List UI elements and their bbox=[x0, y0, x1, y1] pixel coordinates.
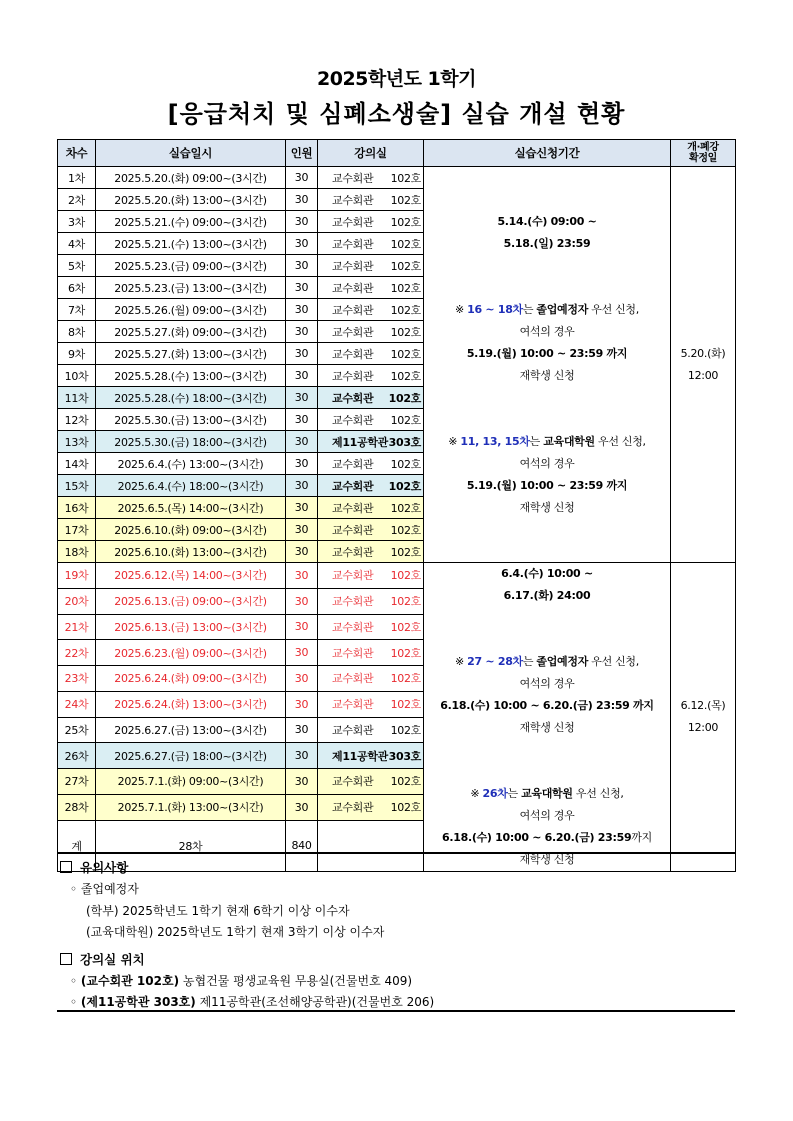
capacity-cell: 30 bbox=[286, 541, 318, 563]
datetime-cell: 2025.6.24.(화) 09:00~(3시간) bbox=[96, 666, 286, 692]
datetime-cell: 2025.5.23.(금) 13:00~(3시간) bbox=[96, 277, 286, 299]
datetime-cell: 2025.5.23.(금) 09:00~(3시간) bbox=[96, 255, 286, 277]
capacity-cell: 30 bbox=[286, 233, 318, 255]
header-confirm: 개·폐강 확정일 bbox=[671, 140, 736, 167]
round-cell: 1차 bbox=[58, 167, 96, 189]
room-cell: 교수회관 102호 bbox=[318, 588, 424, 614]
datetime-cell: 2025.6.23.(월) 09:00~(3시간) bbox=[96, 640, 286, 666]
datetime-cell: 2025.6.10.(화) 09:00~(3시간) bbox=[96, 519, 286, 541]
period-range-line-2: 5.18.(일) 23:59 bbox=[503, 236, 591, 250]
room-cell: 제11공학관 303호 bbox=[318, 431, 424, 453]
room-cell: 교수회관 102호 bbox=[318, 211, 424, 233]
datetime-cell: 2025.6.10.(화) 13:00~(3시간) bbox=[96, 541, 286, 563]
room-cell: 교수회관 102호 bbox=[318, 409, 424, 431]
round-cell: 25차 bbox=[58, 717, 96, 743]
capacity-cell: 30 bbox=[286, 769, 318, 795]
note-b-tail: 재학생 신청 bbox=[519, 500, 575, 514]
round-cell: 27차 bbox=[58, 769, 96, 795]
capacity-cell: 30 bbox=[286, 167, 318, 189]
datetime-cell: 2025.6.12.(목) 14:00~(3시간) bbox=[96, 563, 286, 589]
location-line-1: ◦ (교수회관 102호) 농협건물 평생교육원 무용실(건물번호 409) bbox=[70, 974, 413, 988]
round-cell: 20차 bbox=[58, 588, 96, 614]
room-cell: 교수회관 102호 bbox=[318, 277, 424, 299]
capacity-cell: 30 bbox=[286, 717, 318, 743]
room-cell: 교수회관 102호 bbox=[318, 519, 424, 541]
notes-line-3: (교육대학원) 2025학년도 1학기 현재 3학기 이상 이수자 bbox=[86, 925, 385, 939]
note-b: ※ 11, 13, 15차는 교육대학원 우선 신청, bbox=[448, 434, 646, 448]
note-b-remaining: 여석의 경우 bbox=[519, 809, 575, 822]
note-a: ※ 16 ~ 18차는 졸업예정자 우선 신청, bbox=[455, 302, 639, 316]
round-cell: 17차 bbox=[58, 519, 96, 541]
datetime-cell: 2025.5.30.(금) 18:00~(3시간) bbox=[96, 431, 286, 453]
header-period: 실습신청기간 bbox=[424, 140, 671, 167]
room-cell: 교수회관 102호 bbox=[318, 299, 424, 321]
header-datetime: 실습일시 bbox=[96, 140, 286, 167]
capacity-cell: 30 bbox=[286, 387, 318, 409]
note-a-tail: 재학생 신청 bbox=[519, 721, 575, 734]
capacity-cell: 30 bbox=[286, 475, 318, 497]
location-heading: 강의실 위치 bbox=[60, 950, 145, 968]
capacity-cell: 30 bbox=[286, 343, 318, 365]
round-cell: 13차 bbox=[58, 431, 96, 453]
room-cell: 교수회관 102호 bbox=[318, 453, 424, 475]
round-cell: 15차 bbox=[58, 475, 96, 497]
datetime-cell: 2025.6.27.(금) 18:00~(3시간) bbox=[96, 743, 286, 769]
room-cell: 교수회관 102호 bbox=[318, 541, 424, 563]
header-room: 강의실 bbox=[318, 140, 424, 167]
room-cell: 교수회관 102호 bbox=[318, 365, 424, 387]
header-round: 차수 bbox=[58, 140, 96, 167]
schedule-body bbox=[58, 167, 736, 872]
confirm-cell-2: 6.12.(목) 12:00 bbox=[671, 563, 736, 872]
notes-line-1: ◦ 졸업예정자 bbox=[70, 882, 139, 896]
capacity-cell: 30 bbox=[286, 794, 318, 820]
period-cell-period1 bbox=[424, 167, 671, 563]
round-cell: 19차 bbox=[58, 563, 96, 589]
note-a-range: 5.19.(월) 10:00 ~ 23:59 까지 bbox=[466, 346, 628, 360]
notes-bottom-rule bbox=[57, 1010, 735, 1012]
room-cell: 교수회관 102호 bbox=[318, 387, 424, 409]
notes-heading: 유의사항 bbox=[60, 858, 128, 876]
capacity-cell: 30 bbox=[286, 299, 318, 321]
datetime-cell: 2025.6.4.(수) 18:00~(3시간) bbox=[96, 475, 286, 497]
capacity-cell: 30 bbox=[286, 431, 318, 453]
capacity-cell: 30 bbox=[286, 497, 318, 519]
room-cell: 교수회관 102호 bbox=[318, 691, 424, 717]
room-cell: 교수회관 102호 bbox=[318, 189, 424, 211]
table-row bbox=[58, 167, 736, 189]
round-cell: 18차 bbox=[58, 541, 96, 563]
header-capacity: 인원 bbox=[286, 140, 318, 167]
datetime-cell: 2025.5.21.(수) 13:00~(3시간) bbox=[96, 233, 286, 255]
room-cell: 교수회관 102호 bbox=[318, 769, 424, 795]
datetime-cell: 2025.5.30.(금) 13:00~(3시간) bbox=[96, 409, 286, 431]
datetime-cell: 2025.7.1.(화) 09:00~(3시간) bbox=[96, 769, 286, 795]
round-cell: 16차 bbox=[58, 497, 96, 519]
round-cell: 12차 bbox=[58, 409, 96, 431]
capacity-cell: 30 bbox=[286, 189, 318, 211]
total-capacity: 840 bbox=[286, 820, 318, 872]
datetime-cell: 2025.5.20.(화) 09:00~(3시간) bbox=[96, 167, 286, 189]
note-b-range: 6.18.(수) 10:00 ~ 6.20.(금) 23:59까지 bbox=[442, 831, 652, 844]
capacity-cell: 30 bbox=[286, 365, 318, 387]
round-cell: 3차 bbox=[58, 211, 96, 233]
confirm-cell-1: 5.20.(화) 12:00 bbox=[671, 167, 736, 563]
period-range-line-1: 6.4.(수) 10:00 ~ bbox=[501, 567, 593, 580]
round-cell: 7차 bbox=[58, 299, 96, 321]
room-cell: 교수회관 102호 bbox=[318, 794, 424, 820]
title-line-2: [응급처치 및 심폐소생술] 실습 개설 현황 bbox=[167, 100, 626, 128]
datetime-cell: 2025.6.5.(목) 14:00~(3시간) bbox=[96, 497, 286, 519]
capacity-cell: 30 bbox=[286, 453, 318, 475]
location-line-2: ◦ (제11공학관 303호) 제11공학관(조선해양공학관)(건물번호 206) bbox=[70, 995, 435, 1009]
room-cell: 교수회관 102호 bbox=[318, 497, 424, 519]
note-b-remaining: 여석의 경우 bbox=[519, 456, 575, 470]
table-row bbox=[58, 563, 736, 589]
room-cell: 교수회관 102호 bbox=[318, 321, 424, 343]
room-cell: 교수회관 102호 bbox=[318, 343, 424, 365]
capacity-cell: 30 bbox=[286, 743, 318, 769]
total-rounds: 28차 bbox=[96, 820, 286, 872]
room-cell: 교수회관 102호 bbox=[318, 233, 424, 255]
round-cell: 5차 bbox=[58, 255, 96, 277]
capacity-cell: 30 bbox=[286, 211, 318, 233]
room-cell: 교수회관 102호 bbox=[318, 614, 424, 640]
round-cell: 10차 bbox=[58, 365, 96, 387]
total-label: 계 bbox=[58, 820, 96, 872]
room-cell: 교수회관 102호 bbox=[318, 255, 424, 277]
round-cell: 28차 bbox=[58, 794, 96, 820]
checkbox-square-icon bbox=[60, 861, 72, 873]
round-cell: 4차 bbox=[58, 233, 96, 255]
round-cell: 9차 bbox=[58, 343, 96, 365]
datetime-cell: 2025.5.20.(화) 13:00~(3시간) bbox=[96, 189, 286, 211]
datetime-cell: 2025.5.21.(수) 09:00~(3시간) bbox=[96, 211, 286, 233]
room-cell: 교수회관 102호 bbox=[318, 475, 424, 497]
datetime-cell: 2025.7.1.(화) 13:00~(3시간) bbox=[96, 794, 286, 820]
note-b: ※ 26차는 교육대학원 우선 신청, bbox=[470, 787, 624, 800]
capacity-cell: 30 bbox=[286, 691, 318, 717]
period-range-line-1: 5.14.(수) 09:00 ~ bbox=[497, 214, 597, 228]
room-cell: 교수회관 102호 bbox=[318, 666, 424, 692]
round-cell: 6차 bbox=[58, 277, 96, 299]
datetime-cell: 2025.5.26.(월) 09:00~(3시간) bbox=[96, 299, 286, 321]
round-cell: 24차 bbox=[58, 691, 96, 717]
capacity-cell: 30 bbox=[286, 277, 318, 299]
round-cell: 11차 bbox=[58, 387, 96, 409]
capacity-cell: 30 bbox=[286, 563, 318, 589]
round-cell: 21차 bbox=[58, 614, 96, 640]
capacity-cell: 30 bbox=[286, 519, 318, 541]
datetime-cell: 2025.5.28.(수) 18:00~(3시간) bbox=[96, 387, 286, 409]
datetime-cell: 2025.5.27.(화) 13:00~(3시간) bbox=[96, 343, 286, 365]
notes-line-2: (학부) 2025학년도 1학기 현재 6학기 이상 이수자 bbox=[86, 904, 350, 918]
room-cell: 교수회관 102호 bbox=[318, 640, 424, 666]
room-cell: 교수회관 102호 bbox=[318, 563, 424, 589]
datetime-cell: 2025.6.27.(금) 13:00~(3시간) bbox=[96, 717, 286, 743]
datetime-cell: 2025.6.13.(금) 09:00~(3시간) bbox=[96, 588, 286, 614]
datetime-cell: 2025.5.28.(수) 13:00~(3시간) bbox=[96, 365, 286, 387]
note-b-tail: 재학생 신청 bbox=[519, 853, 575, 866]
capacity-cell: 30 bbox=[286, 409, 318, 431]
datetime-cell: 2025.6.13.(금) 13:00~(3시간) bbox=[96, 614, 286, 640]
note-a-remaining: 여석의 경우 bbox=[519, 324, 575, 338]
round-cell: 14차 bbox=[58, 453, 96, 475]
round-cell: 8차 bbox=[58, 321, 96, 343]
notes-section bbox=[60, 858, 730, 1009]
round-cell: 23차 bbox=[58, 666, 96, 692]
checkbox-square-icon bbox=[60, 953, 72, 965]
room-cell: 교수회관 102호 bbox=[318, 717, 424, 743]
period-cell-period2 bbox=[424, 563, 671, 872]
capacity-cell: 30 bbox=[286, 666, 318, 692]
room-cell: 교수회관 102호 bbox=[318, 167, 424, 189]
datetime-cell: 2025.6.4.(수) 13:00~(3시간) bbox=[96, 453, 286, 475]
datetime-cell: 2025.6.24.(화) 13:00~(3시간) bbox=[96, 691, 286, 717]
note-a-remaining: 여석의 경우 bbox=[519, 677, 575, 690]
notes-top-rule bbox=[57, 852, 735, 854]
note-a-tail: 재학생 신청 bbox=[519, 368, 575, 382]
capacity-cell: 30 bbox=[286, 321, 318, 343]
round-cell: 22차 bbox=[58, 640, 96, 666]
note-a-range: 6.18.(수) 10:00 ~ 6.20.(금) 23:59 까지 bbox=[440, 699, 654, 712]
period-range-line-2: 6.17.(화) 24:00 bbox=[503, 589, 591, 602]
title-line-1: 2025학년도 1학기 bbox=[317, 68, 476, 90]
round-cell: 26차 bbox=[58, 743, 96, 769]
capacity-cell: 30 bbox=[286, 614, 318, 640]
datetime-cell: 2025.5.27.(화) 09:00~(3시간) bbox=[96, 321, 286, 343]
room-cell: 제11공학관 303호 bbox=[318, 743, 424, 769]
note-a: ※ 27 ~ 28차는 졸업예정자 우선 신청, bbox=[455, 655, 639, 668]
note-b-range: 5.19.(월) 10:00 ~ 23:59 까지 bbox=[466, 478, 628, 492]
capacity-cell: 30 bbox=[286, 640, 318, 666]
round-cell: 2차 bbox=[58, 189, 96, 211]
capacity-cell: 30 bbox=[286, 588, 318, 614]
schedule-table bbox=[57, 139, 736, 872]
capacity-cell: 30 bbox=[286, 255, 318, 277]
